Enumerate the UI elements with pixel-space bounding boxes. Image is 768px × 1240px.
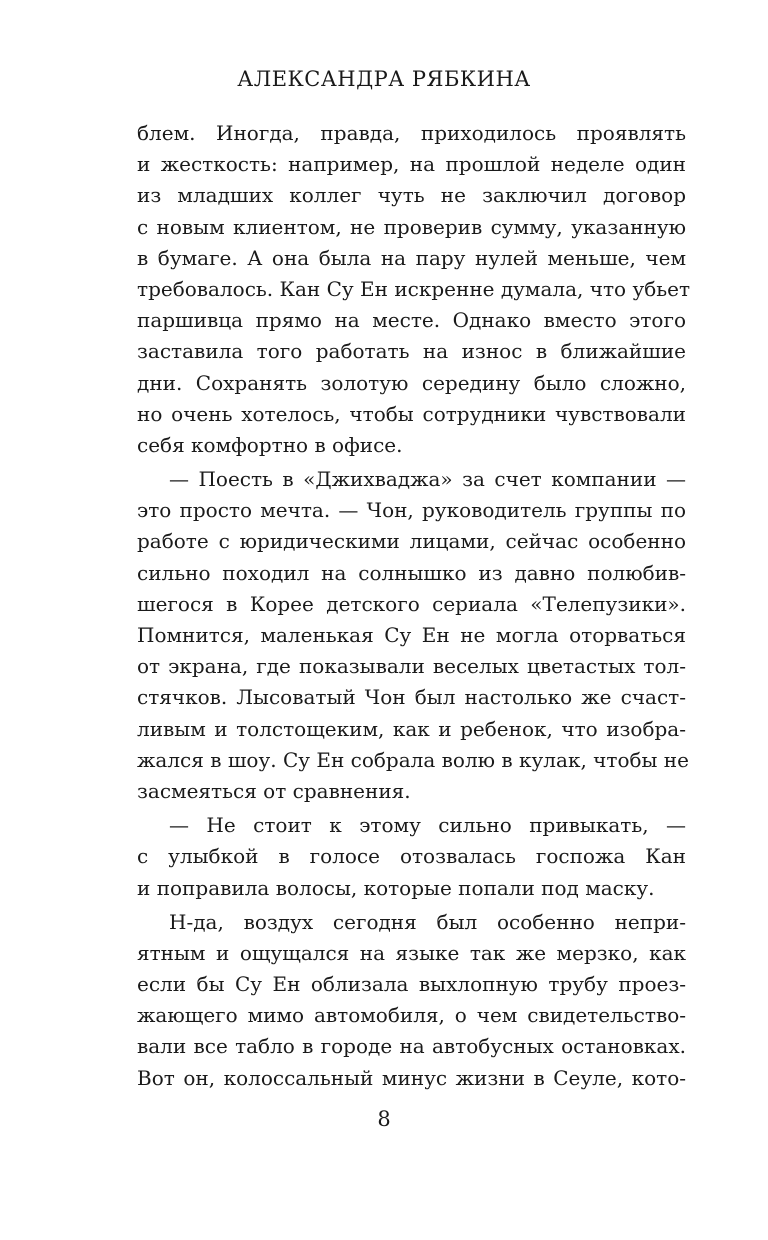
text-line: с новым клиентом, не проверив сумму, указанную [137, 214, 686, 239]
text-line: блем. Иногда, правда, приходилось проявлять [137, 121, 686, 145]
text-line: это просто мечта. — Чон, руководитель группы по [137, 498, 686, 523]
text-line: заставила того работать на износ в ближайшие [137, 339, 686, 364]
body-text [137, 118, 691, 1097]
text-line: паршивца прямо на месте. Однако вместо этого [137, 308, 686, 333]
text-line: — Поесть в «Джихваджа» за счет компании — [169, 467, 686, 492]
text-line: если бы Су Ен облизала выхлопную трубу проез- [137, 972, 686, 997]
paragraph [137, 810, 686, 904]
text-line: себя комфортно в офисе. [137, 432, 403, 457]
text-line: засмеяться от сравнения. [137, 778, 411, 803]
text-line: жающего мимо автомобиля, о чем свидетельство- [137, 1003, 686, 1028]
text-line: вали все табло в городе на автобусных остановках. [137, 1034, 686, 1059]
text-line: — Не стоит к этому сильно привыкать, — [169, 813, 686, 838]
text-line: и поправила волосы, которые попали под маску. [137, 875, 655, 900]
text-line: с улыбкой в голосе отозвалась госпожа Кан [137, 844, 686, 869]
paragraph [137, 118, 691, 461]
text-line: стячков. Лысоватый Чон был настолько же счаст- [137, 685, 686, 710]
text-line: но очень хотелось, чтобы сотрудники чувствовали [137, 401, 686, 426]
text-line: из младших коллег чуть не заключил договор [137, 183, 686, 208]
text-line: от экрана, где показывали веселых цветастых тол- [137, 654, 686, 679]
text-line: дни. Сохранять золотую середину было сложно, [137, 370, 686, 395]
text-line: Вот он, колоссальный минус жизни в Сеуле, кото- [137, 1065, 686, 1090]
text-line: жался в шоу. Су Ен собрала волю в кулак, чтобы не [137, 747, 689, 772]
text-line: Помнится, маленькая Су Ен не могла оторваться [137, 623, 686, 647]
text-line: требовалось. Кан Су Ен искренне думала, что убьет [137, 276, 691, 301]
text-line: работе с юридическими лицами, сейчас особенно [137, 529, 686, 554]
paragraph [137, 907, 686, 1094]
text-line: Н-да, воздух сегодня был особенно непри- [169, 909, 686, 934]
text-line: шегося в Корее детского сериала «Телепузики». [137, 591, 686, 616]
paragraph [137, 464, 689, 807]
page-number: 8 [377, 1107, 391, 1131]
running-header: АЛЕКСАНДРА РЯБКИНА [237, 67, 531, 91]
text-line: ятным и ощущался на языке так же мерзко, как [137, 940, 686, 965]
text-line: в бумаге. А она была на пару нулей меньше, чем [137, 245, 686, 270]
text-line: и жесткость: например, на прошлой неделе один [137, 152, 686, 177]
text-line: сильно походил на солнышко из давно полюбив- [137, 560, 686, 585]
text-line: ливым и толстощеким, как и ребенок, что изобра- [137, 716, 686, 741]
